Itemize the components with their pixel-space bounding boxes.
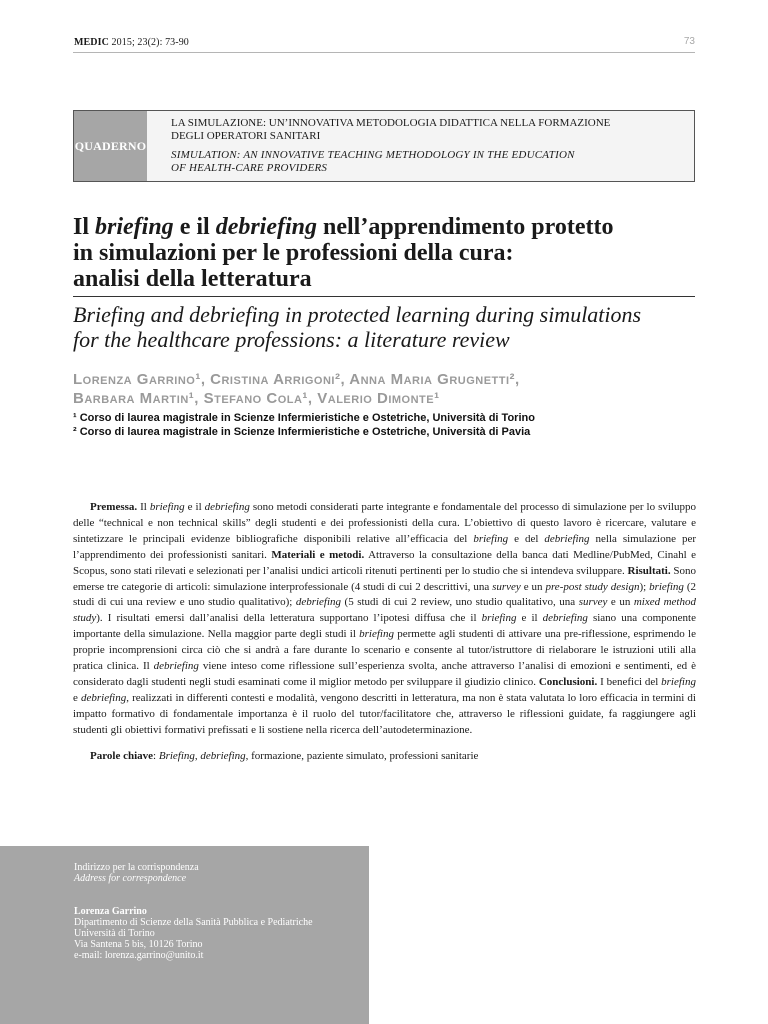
correspondence-email: e-mail: lorenza.garrino@unito.it <box>74 950 204 961</box>
abstract-term: debriefing <box>544 532 590 545</box>
header-divider <box>73 52 695 53</box>
article-title-it <box>73 214 703 292</box>
section-titles <box>147 111 694 181</box>
abstract-term: survey <box>492 580 521 593</box>
keywords-label: Parole chiave <box>90 749 154 762</box>
abstract-term: briefing <box>359 628 394 641</box>
title-word-italic: briefing <box>95 214 174 240</box>
section-title-it-line1: LA SIMULAZIONE: UN’INNOVATIVA METODOLOGIA DIDATTICA NELLA FORMAZIONE <box>171 117 611 129</box>
title-word: e il <box>173 214 216 240</box>
abstract-text: Sono emerse tre categorie di articoli: simulazione interprofessionale (4 studi di cui 2 descrittivi, una <box>73 564 696 593</box>
abstract-text: siano una componente importante della simulazione. Nella maggior parte degli studi il <box>73 612 696 641</box>
abstract-term: briefing <box>661 675 696 688</box>
abstract-text: e <box>73 691 81 704</box>
correspondence-dept: Dipartimento di Scienze della Sanità Pubblica e Pediatriche <box>74 917 313 928</box>
abstract-text: e un <box>520 580 546 593</box>
abstract-heading: Materiali e metodi. <box>271 548 365 561</box>
title-it-line1 <box>73 214 703 240</box>
abstract-text: e un <box>607 596 634 609</box>
title-en-line1: Briefing and debriefing in protected learning during simulations <box>73 302 642 327</box>
correspondence-univ: Università di Torino <box>74 928 155 939</box>
journal-ref: 2015; 23(2): 73-90 <box>108 37 189 48</box>
abstract-text: e il <box>516 612 543 625</box>
title-it-line2: in simulazioni per le professioni della cura: <box>73 240 514 266</box>
affiliations <box>73 412 713 439</box>
title-word: nell’apprendimento protetto <box>317 214 614 240</box>
keyword: Briefing <box>158 749 195 762</box>
abstract-term: debriefing <box>295 596 342 609</box>
abstract <box>73 500 696 765</box>
keywords-rest: , formazione, paziente simulato, professioni sanitarie <box>245 749 479 762</box>
page-number: 73 <box>683 36 695 47</box>
abstract-text: ). I risultati emersi dall’analisi della letteratura supportano l’ipotesi diffusa che il <box>96 612 482 625</box>
correspondence-box <box>0 846 369 1024</box>
abstract-text: (5 studi di cui 2 review, uno studio qualitativo, una <box>341 596 579 609</box>
abstract-term: mixed method study <box>73 596 696 625</box>
abstract-term: briefing <box>149 501 185 513</box>
section-title-it-line2: DEGLI OPERATORI SANITARI <box>171 129 321 142</box>
keywords-separator: : <box>153 749 159 762</box>
keyword: debriefing <box>200 749 246 762</box>
affiliation-1: ¹ Corso di laurea magistrale in Scienze Infermieristiche e Ostetriche, Università di Torino <box>73 412 535 424</box>
title-word: Il <box>73 214 96 240</box>
section-label: QUADERNO <box>74 111 147 181</box>
keywords-separator: , <box>194 749 201 762</box>
abstract-term: survey <box>578 596 608 609</box>
abstract-text: e il <box>184 501 205 513</box>
abstract-term: briefing <box>473 532 509 545</box>
abstract-term: debriefing <box>204 501 250 513</box>
abstract-text: permette agli studenti di attivare una pre-riflessione, esprimendo le proprie incomprensioni circa ciò che si andrà a fare durante lo scenario e consente al tutor/istruttore di rielaborare le istruzioni utili alla pratica clinica. Il <box>73 628 696 673</box>
author-list <box>73 370 703 408</box>
section-title-en-line2: OF HEALTH-CARE PROVIDERS <box>171 161 328 174</box>
journal-citation <box>74 37 189 48</box>
abstract-paragraph <box>73 500 696 739</box>
correspondence-heading-it: Indirizzo per la corrispondenza <box>74 862 199 873</box>
abstract-text: , realizzati in differenti contesti e modalità, vengono descritti in letteratura, ma non è stata valutata lo loro efficacia in termini di impatto formativo di fondamentale importanza è il ruolo del tutor/facilitatore che, attraverso le riflessioni guidate, fa raggiungere agli studenti gli obiettivi formativi prefissati e li sostiene nella ricerca dell’autodeterminazione. <box>73 691 696 736</box>
abstract-term: debriefing <box>153 660 199 673</box>
title-word-italic: debriefing <box>215 214 318 240</box>
abstract-text: viene inteso come riflessione sull’esperienza svolta, anche attraverso l’analisi di emozioni e sentimenti, ed è considerato dagli studenti negli studi esaminati come il miglior metodo per sviluppare il giudizio clinico. <box>73 660 696 688</box>
section-title-en-line1: SIMULATION: AN INNOVATIVE TEACHING METHODOLOGY IN THE EDUCATION <box>171 149 575 161</box>
affiliation-2: ² Corso di laurea magistrale in Scienze Infermieristiche e Ostetriche, Università di Pavia <box>73 425 531 438</box>
abstract-text: I benefici del <box>597 675 662 688</box>
correspondence-name: Lorenza Garrino <box>74 906 147 917</box>
abstract-term: briefing <box>649 580 684 593</box>
abstract-term: debriefing <box>542 612 588 625</box>
abstract-text: (2 studi di cui una review e uno studio qualitativo); <box>73 580 696 609</box>
abstract-text: e del <box>508 532 545 545</box>
article-title-en <box>73 302 713 352</box>
abstract-text: Attraverso la consultazione della banca dati Medline/PubMed, Cinahl e Scopus, sono stati rilevati e selezionati per l’analisi undici articoli ritenuti pertinenti per lo studio che si intendeva sviluppare. <box>73 548 697 577</box>
abstract-heading: Risultati. <box>627 564 671 577</box>
journal-name: MEDIC <box>74 37 109 48</box>
correspondence-street: Via Santena 5 bis, 10126 Torino <box>74 939 203 950</box>
abstract-text: ); <box>639 580 650 593</box>
abstract-heading: Premessa. <box>90 501 138 513</box>
abstract-text: sono metodi considerati parte integrante e fondamentale del processo di simulazione per lo sviluppo delle “technical e non technical skills” degli studenti e dei professionisti della cura. L’obiettivo di questo lavoro è ricercare, valutare e sintetizzare le principali evidenze bibliografiche disponibili relative all’efficacia del <box>73 501 696 545</box>
section-box <box>73 110 695 182</box>
keywords <box>73 749 696 765</box>
title-en-line2: for the healthcare professions: a literature review <box>73 327 510 352</box>
abstract-text: nella simulazione per l’apprendimento dei professionisti sanitari. <box>73 532 696 561</box>
title-it-line3: analisi della letteratura <box>73 266 312 292</box>
abstract-text: Il <box>137 501 150 513</box>
authors-line2: Barbara Martin¹, Stefano Cola¹, Valerio Dimonte¹ <box>73 390 440 407</box>
correspondence-heading-en: Address for correspondence <box>74 873 187 884</box>
abstract-term: briefing <box>481 612 517 625</box>
authors-line1: Lorenza Garrino¹, Cristina Arrigoni², Anna Maria Grugnetti², <box>73 371 520 388</box>
abstract-term: debriefing <box>81 691 127 704</box>
abstract-term: pre-post study design <box>545 580 640 593</box>
abstract-heading: Conclusioni. <box>538 675 598 688</box>
title-divider <box>73 296 695 297</box>
